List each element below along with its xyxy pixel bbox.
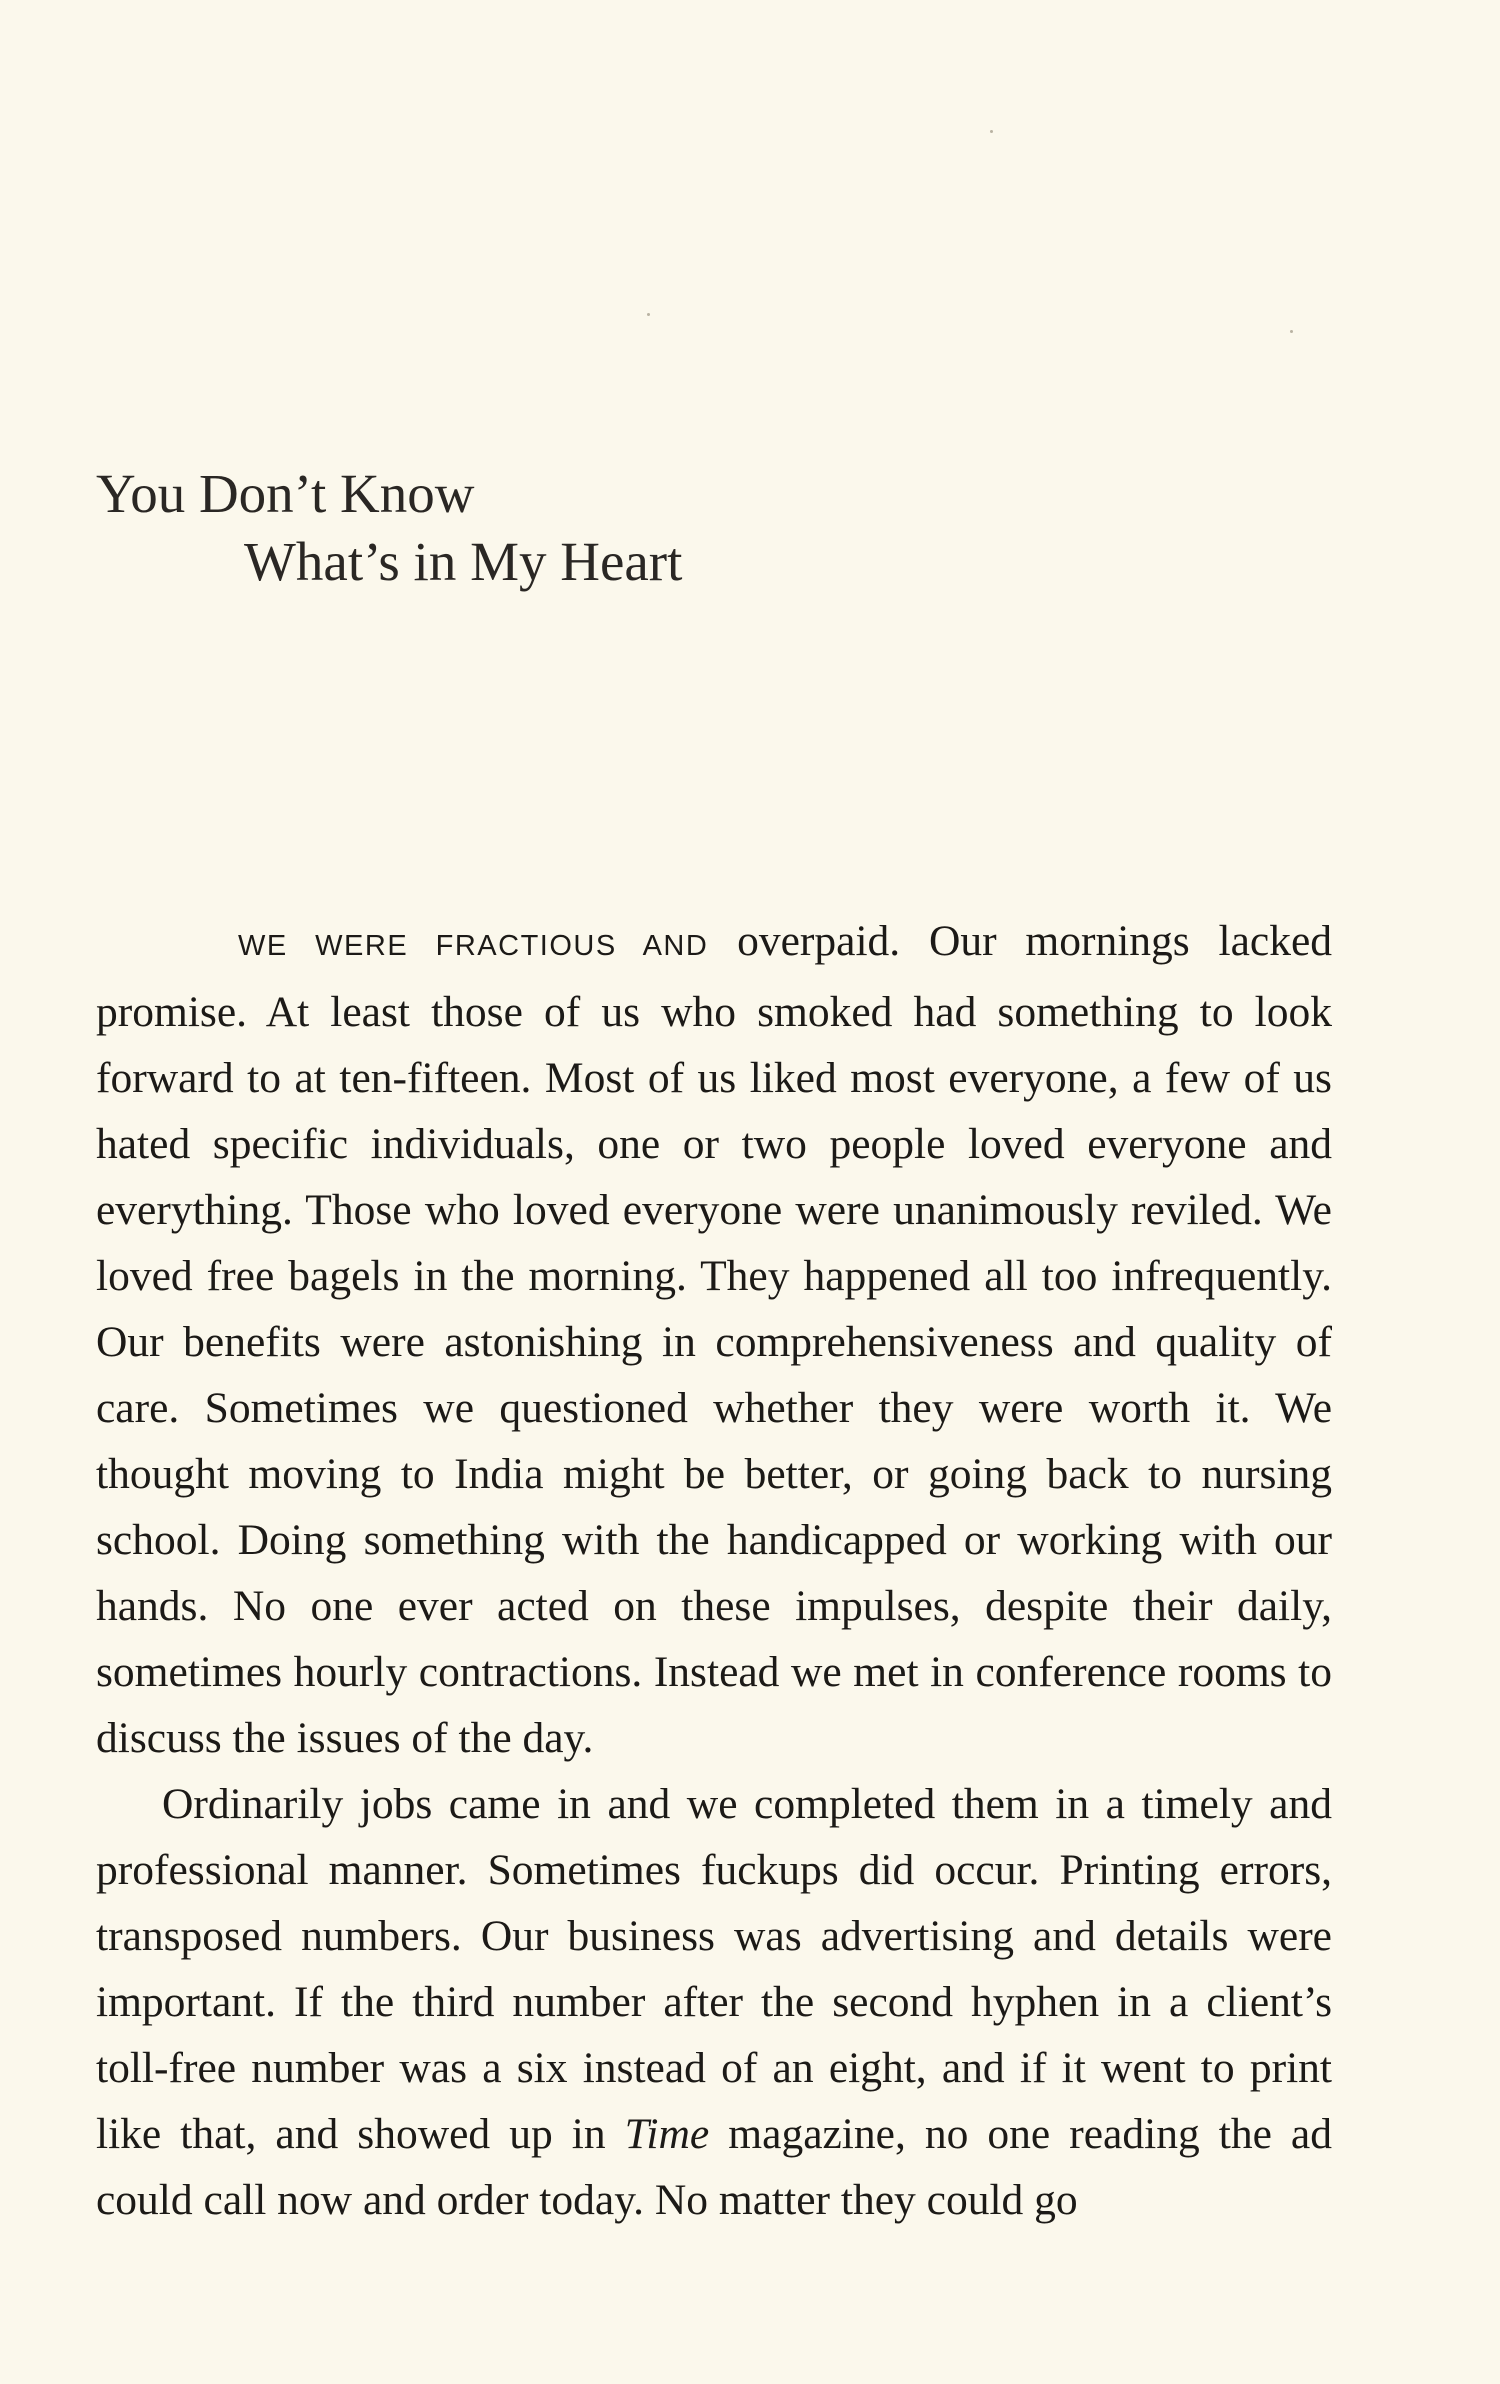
paper-speck <box>1290 330 1293 333</box>
paragraph-2-text-start: Ordinarily jobs came in and we completed them in a timely and professional manner. Sometimes fuckups did occur. Printing errors, transposed numbers. Our business was advertising and details were important. If the third number after the second hyphen in a client’s toll-free number was a six instead of an eight, and if it went to print like that, and showed up in <box>96 1780 1332 2158</box>
chapter-title-line-1: You Don’t Know <box>96 463 475 524</box>
magazine-title: Time <box>624 2110 710 2158</box>
paragraph-1-text: overpaid. Our mornings lacked promise. At least those of us who smoked had something to look forward to at ten-fifteen. Most of us liked most everyone, a few of us hated specific individuals, one or two people loved everyone and everything. Those who loved everyone were unanimously reviled. We loved free bagels in the morning. They happened all too infrequently. Our benefits were astonishing in comprehensiveness and quality of care. Sometimes we questioned whether they were worth it. We thought moving to India might be better, or going back to nursing school. Doing something with the handicapped or working with our hands. No one ever acted on these impulses, despite their daily, sometimes hourly contractions. Instead we met in conference rooms to discuss the issues of the day. <box>96 917 1332 1762</box>
chapter-title-line-2: What’s in My Heart <box>244 531 683 592</box>
paragraph-2-text-end: magazine, no one reading the ad could call now and order today. No matter they could go <box>96 2110 1332 2224</box>
paragraph-lead-in: WE WERE FRACTIOUS AND <box>238 930 709 962</box>
body-text <box>96 908 1332 2233</box>
paper-speck <box>990 130 993 133</box>
paper-speck <box>647 313 650 316</box>
paragraph-2 <box>96 1771 1332 2233</box>
chapter-title <box>96 460 682 596</box>
paragraph-1 <box>96 908 1332 1771</box>
